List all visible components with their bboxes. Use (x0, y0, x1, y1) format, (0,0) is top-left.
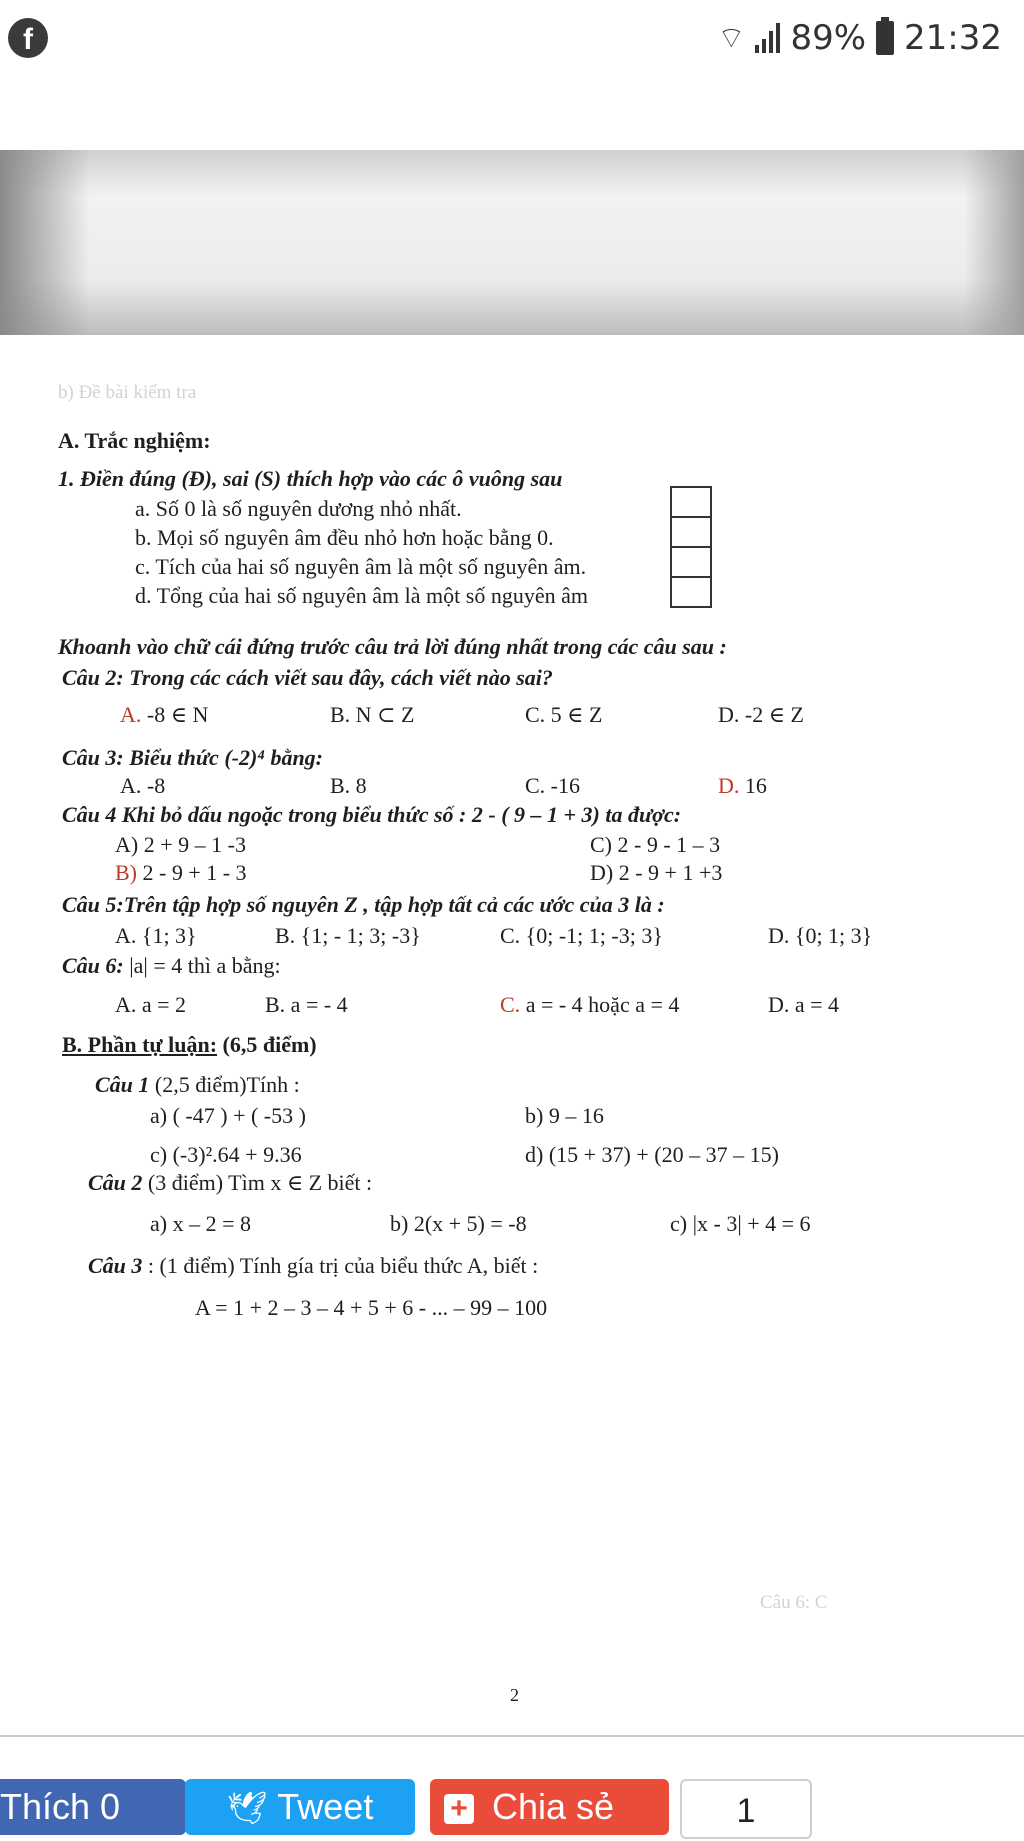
q4-prompt: Câu 4 Khi bỏ dấu ngoặc trong biểu thức số : 2 - ( 9 – 1 + 3) ta được: (62, 802, 682, 827)
q4-option-b-letter: B) (115, 860, 137, 885)
facebook-icon: f (8, 18, 48, 58)
page-number: 2 (510, 1685, 519, 1705)
q5-option-d: D. {0; 1; 3} (768, 923, 873, 948)
q2-option-b: B. N ⊂ Z (330, 702, 415, 727)
q1-item-d: d. Tổng của hai số nguyên âm là một số nguyên âm (135, 583, 588, 608)
q4-option-a: A) 2 + 9 – 1 -3 (115, 832, 246, 857)
c1-item-a: a) ( -47 ) + ( -53 ) (150, 1103, 306, 1128)
q3-option-d-letter: D. (718, 773, 740, 798)
c1-item-c: c) (-3)².64 + 9.36 (150, 1142, 302, 1167)
c1-prompt (95, 1072, 300, 1098)
q3-prompt: Câu 3: Biểu thức (-2)⁴ bằng: (62, 745, 324, 770)
section-b-label: B. Phần tự luận: (62, 1032, 218, 1057)
q1-item-c: c. Tích của hai số nguyên âm là một số nguyên âm. (135, 554, 587, 579)
q6-option-a: A. a = 2 (115, 992, 187, 1017)
q3-option-b: B. 8 (330, 773, 367, 798)
instruction: Khoanh vào chữ cái đứng trước câu trả lời đúng nhất trong các câu sau : (58, 634, 727, 659)
c1-rest: (2,5 điểm)Tính : (149, 1072, 300, 1097)
faded-answer-hint: Câu 6: C (760, 1592, 828, 1613)
status-bar (0, 0, 1024, 76)
answer-box-c[interactable] (670, 546, 712, 578)
twitter-bird-icon: 🕊 (226, 1790, 268, 1826)
q6-option-d: D. a = 4 (768, 992, 840, 1017)
share-count: 1 (680, 1779, 812, 1839)
q3-option-d: D. 16 (718, 773, 767, 798)
q5-option-a: A. {1; 3} (115, 923, 197, 948)
plus-icon: + (444, 1794, 474, 1824)
c2-rest: (3 điểm) Tìm x ∈ Z biết : (142, 1170, 373, 1195)
q2-option-a-letter: A. (120, 702, 142, 727)
q6-option-c: C. a = - 4 hoặc a = 4 (500, 992, 680, 1017)
q5-option-c: C. {0; -1; 1; -3; 3} (500, 923, 663, 948)
share-bar (0, 1735, 1024, 1830)
q6-prompt: Câu 6: (62, 953, 124, 978)
page-header-banner (0, 150, 1024, 335)
wifi-icon: ⌔ (717, 21, 746, 56)
document-page (0, 380, 1024, 1710)
c2-item-b: b) 2(x + 5) = -8 (390, 1211, 527, 1236)
battery-percent: 89% (790, 18, 867, 58)
faded-heading: b) Đề bài kiểm tra (58, 382, 197, 403)
section-b-points: (6,5 điểm) (217, 1032, 317, 1057)
q6-expression: |a| = 4 thì a bằng: (129, 953, 281, 978)
q2-option-a: A. -8 ∈ N (120, 702, 209, 727)
like-button[interactable] (0, 1779, 186, 1835)
q4-option-c: C) 2 - 9 - 1 – 3 (590, 832, 721, 857)
tweet-button[interactable] (185, 1779, 415, 1835)
q1-item-a: a. Số 0 là số nguyên dương nhỏ nhất. (135, 496, 462, 521)
share-label: Chia sẻ (492, 1786, 615, 1827)
c1-item-d: d) (15 + 37) + (20 – 37 – 15) (525, 1142, 779, 1167)
c2-item-a: a) x – 2 = 8 (150, 1211, 251, 1236)
section-b-title (62, 1032, 317, 1058)
battery-icon (876, 21, 894, 55)
q6-line (62, 953, 281, 979)
c2-label: Câu 2 (88, 1170, 143, 1195)
q3-option-a: A. -8 (120, 773, 166, 798)
q2-prompt: Câu 2: Trong các cách viết sau đây, cách viết nào sai? (62, 665, 553, 690)
status-indicators (717, 14, 1002, 62)
q5-option-b: B. {1; - 1; 3; -3} (275, 923, 421, 948)
c1-item-b: b) 9 – 16 (525, 1103, 604, 1128)
answer-box-a[interactable] (670, 486, 712, 518)
c3-prompt (88, 1253, 538, 1279)
c3-label: Câu 3 (88, 1253, 143, 1278)
c3-rest: : (1 điểm) Tính gía trị của biểu thức A, biết : (142, 1253, 539, 1278)
section-a-title: A. Trắc nghiệm: (58, 428, 211, 453)
q4-option-d: D) 2 - 9 + 1 +3 (590, 860, 723, 885)
q1-prompt: 1. Điền đúng (Đ), sai (S) thích hợp vào các ô vuông sau (58, 466, 563, 491)
q2-option-d: D. -2 ∈ Z (718, 702, 804, 727)
q2-option-c: C. 5 ∈ Z (525, 702, 603, 727)
q6-option-c-letter: C. (500, 992, 521, 1017)
q1-item-b: b. Mọi số nguyên âm đều nhỏ hơn hoặc bằng 0. (135, 525, 554, 550)
clock: 21:32 (904, 18, 1002, 58)
c2-item-c: c) |x - 3| + 4 = 6 (670, 1211, 811, 1236)
signal-icon (755, 23, 780, 53)
share-button[interactable] (430, 1779, 669, 1835)
tweet-label: Tweet (277, 1786, 374, 1827)
c3-expression: A = 1 + 2 – 3 – 4 + 5 + 6 - ... – 99 – 100 (195, 1295, 548, 1320)
q6-option-b: B. a = - 4 (265, 992, 348, 1017)
answer-box-d[interactable] (670, 576, 712, 608)
answer-box-b[interactable] (670, 516, 712, 548)
like-label: Thích 0 (0, 1786, 121, 1827)
q3-option-c: C. -16 (525, 773, 580, 798)
c1-label: Câu 1 (95, 1072, 150, 1097)
q4-option-b: B) 2 - 9 + 1 - 3 (115, 860, 247, 885)
q5-prompt: Câu 5:Trên tập hợp số nguyên Z , tập hợp tất cả các ước của 3 là : (62, 892, 665, 917)
c2-prompt (88, 1170, 372, 1196)
